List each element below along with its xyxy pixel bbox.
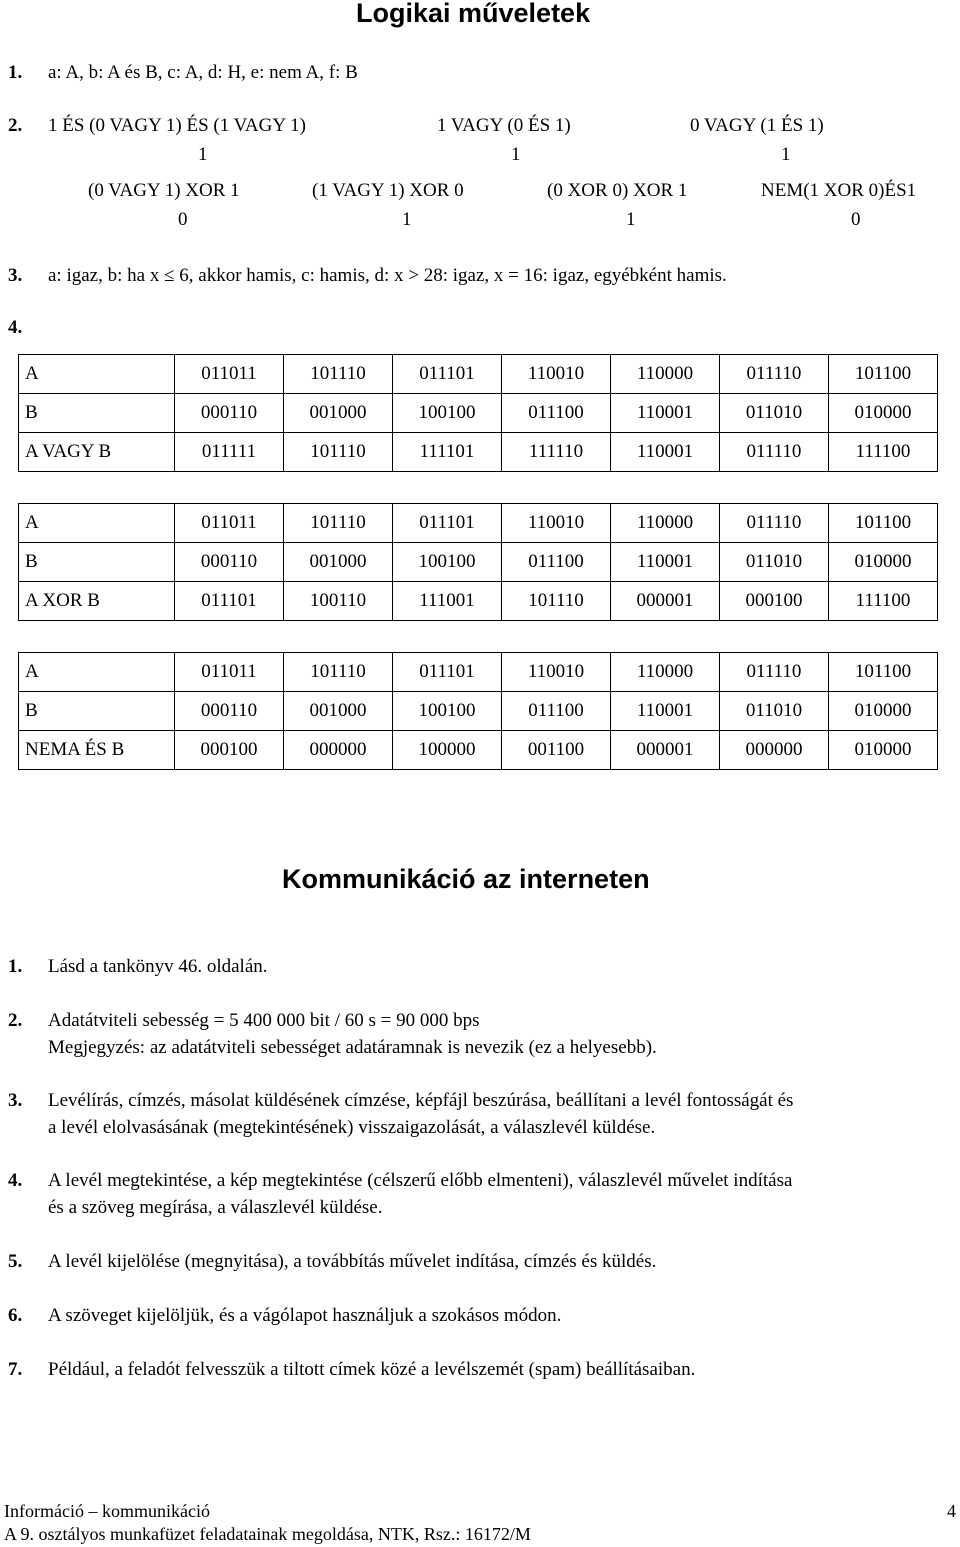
table-cell: 110000 (611, 504, 720, 543)
table-row (19, 355, 938, 394)
expression-result: 0 (178, 209, 188, 230)
question-3-answer: a: igaz, b: ha x ≤ 6, akkor hamis, c: hamis, d: x > 28: igaz, x = 16: igaz, egyébként hamis. (48, 265, 727, 286)
table-cell: 100000 (393, 731, 502, 770)
table-cell: 001000 (284, 543, 393, 582)
table-cell: 110001 (611, 394, 720, 433)
table-cell: 101100 (829, 355, 938, 394)
page-number: 4 (947, 1501, 956, 1521)
table-cell: 101110 (502, 582, 611, 621)
table-cell: 110010 (502, 355, 611, 394)
table-row (19, 433, 938, 472)
table-cell: 011110 (720, 355, 829, 394)
table-cell: 011010 (720, 543, 829, 582)
table-cell: 100100 (393, 692, 502, 731)
table-cell: 011110 (720, 433, 829, 472)
less-equal-symbol: ≤ (164, 265, 175, 286)
row-label: B (19, 543, 175, 582)
footer-publication: A 9. osztályos munkafüzet feladatainak megoldása, NTK, Rsz.: 16172/M (4, 1524, 531, 1544)
table-cell: 011110 (720, 504, 829, 543)
table-row (19, 653, 938, 692)
expression: 0 VAGY (1 ÉS 1) (690, 115, 824, 136)
table-cell: 111100 (829, 433, 938, 472)
table-cell: 100100 (393, 543, 502, 582)
table-cell: 111001 (393, 582, 502, 621)
expression-result: 1 (511, 144, 521, 165)
table-cell: 101100 (829, 504, 938, 543)
table-cell: 011010 (720, 394, 829, 433)
row-label: A VAGY B (19, 433, 175, 472)
expression: 1 ÉS (0 VAGY 1) ÉS (1 VAGY 1) (48, 115, 306, 136)
expression: (1 VAGY 1) XOR 0 (312, 180, 464, 201)
table-cell: 011011 (175, 653, 284, 692)
table-cell: 101110 (284, 355, 393, 394)
table-cell: 000001 (611, 731, 720, 770)
expression-result: 1 (198, 144, 208, 165)
table-row (19, 582, 938, 621)
table-cell: 101110 (284, 653, 393, 692)
table-cell: 110010 (502, 504, 611, 543)
expression: 1 VAGY (0 ÉS 1) (437, 115, 571, 136)
table-cell: 100110 (284, 582, 393, 621)
row-label: NEMA ÉS B (19, 731, 175, 770)
item-number: 2. (8, 1010, 23, 1031)
table-cell: 101100 (829, 653, 938, 692)
expression-result: 0 (851, 209, 861, 230)
question-number: 2. (8, 115, 23, 136)
row-label: B (19, 692, 175, 731)
table-cell: 110000 (611, 355, 720, 394)
table-cell: 000000 (284, 731, 393, 770)
table-cell: 001100 (502, 731, 611, 770)
table-cell: 011101 (393, 504, 502, 543)
section-title-communication: Kommunikáció az interneten (282, 864, 650, 894)
table-row (19, 394, 938, 433)
table-cell: 011100 (502, 394, 611, 433)
question-number: 1. (8, 62, 23, 83)
row-label: B (19, 394, 175, 433)
table-cell: 011101 (393, 355, 502, 394)
table-row (19, 692, 938, 731)
table-cell: 101110 (284, 504, 393, 543)
row-label: A (19, 355, 175, 394)
truth-table-xor (18, 503, 938, 621)
table-cell: 011011 (175, 504, 284, 543)
item-text: A levél kijelölése (megnyitása), a továbbítás művelet indítása, címzés és küldés. (48, 1251, 657, 1272)
question-number: 3. (8, 265, 23, 286)
expression: NEM(1 XOR 0)ÉS1 (761, 180, 917, 201)
table-cell: 000001 (611, 582, 720, 621)
item-number: 3. (8, 1090, 23, 1111)
table-cell: 110001 (611, 543, 720, 582)
question-number: 4. (8, 317, 23, 338)
table-cell: 111100 (829, 582, 938, 621)
expression-result: 1 (781, 144, 791, 165)
expression-result: 1 (402, 209, 412, 230)
table-cell: 111101 (393, 433, 502, 472)
truth-table-not-and (18, 652, 938, 770)
table-cell: 011010 (720, 692, 829, 731)
table-cell: 011100 (502, 692, 611, 731)
item-text: Lásd a tankönyv 46. oldalán. (48, 956, 268, 977)
item-text: Például, a feladót felvesszük a tiltott címek közé a levélszemét (spam) beállításaiban. (48, 1359, 696, 1380)
table-cell: 011110 (720, 653, 829, 692)
expression: (0 XOR 0) XOR 1 (547, 180, 688, 201)
table-cell: 010000 (829, 543, 938, 582)
table-cell: 011111 (175, 433, 284, 472)
table-cell: 110001 (611, 692, 720, 731)
item-number: 5. (8, 1251, 23, 1272)
table-cell: 010000 (829, 731, 938, 770)
item-number: 4. (8, 1170, 23, 1191)
table-cell: 011101 (175, 582, 284, 621)
table-row (19, 731, 938, 770)
row-label: A (19, 504, 175, 543)
truth-table-or (18, 354, 938, 472)
item-text: Adatátviteli sebesség = 5 400 000 bit / 60 s = 90 000 bps (48, 1010, 480, 1031)
table-cell: 101110 (284, 433, 393, 472)
table-cell: 000100 (175, 731, 284, 770)
item-number: 7. (8, 1359, 23, 1380)
item-text: A szöveget kijelöljük, és a vágólapot használjuk a szokásos módon. (48, 1305, 562, 1326)
table-row (19, 543, 938, 582)
item-text: Megjegyzés: az adatátviteli sebességet adatáramnak is nevezik (ez a helyesebb). (48, 1037, 657, 1058)
table-cell: 110010 (502, 653, 611, 692)
expression-result: 1 (626, 209, 636, 230)
table-cell: 000000 (720, 731, 829, 770)
table-cell: 000110 (175, 394, 284, 433)
row-label: A (19, 653, 175, 692)
table-cell: 111110 (502, 433, 611, 472)
row-label: A XOR B (19, 582, 175, 621)
table-cell: 010000 (829, 692, 938, 731)
table-cell: 000110 (175, 692, 284, 731)
item-number: 6. (8, 1305, 23, 1326)
item-text: és a szöveg megírása, a válaszlevél küldése. (48, 1197, 383, 1218)
table-cell: 000100 (720, 582, 829, 621)
table-cell: 011100 (502, 543, 611, 582)
table-cell: 011101 (393, 653, 502, 692)
expression: (0 VAGY 1) XOR 1 (88, 180, 240, 201)
item-text: Levélírás, címzés, másolat küldésének címzése, képfájl beszúrása, beállítani a levél fontosságát és (48, 1090, 794, 1111)
item-text: a levél elolvasásának (megtekintésének) visszaigazolását, a válaszlevél küldése. (48, 1117, 656, 1138)
question-1-answer: a: A, b: A és B, c: A, d: H, e: nem A, f: B (48, 62, 358, 83)
table-cell: 001000 (284, 692, 393, 731)
table-cell: 000110 (175, 543, 284, 582)
table-cell: 001000 (284, 394, 393, 433)
footer-subject: Információ – kommunikáció (4, 1501, 210, 1521)
table-cell: 011011 (175, 355, 284, 394)
table-cell: 100100 (393, 394, 502, 433)
item-text: A levél megtekintése, a kép megtekintése (célszerű előbb elmenteni), válaszlevél művelet indítása (48, 1170, 793, 1191)
item-number: 1. (8, 956, 23, 977)
table-cell: 010000 (829, 394, 938, 433)
table-cell: 110000 (611, 653, 720, 692)
table-cell: 110001 (611, 433, 720, 472)
section-title-logic: Logikai műveletek (356, 0, 591, 28)
table-row (19, 504, 938, 543)
